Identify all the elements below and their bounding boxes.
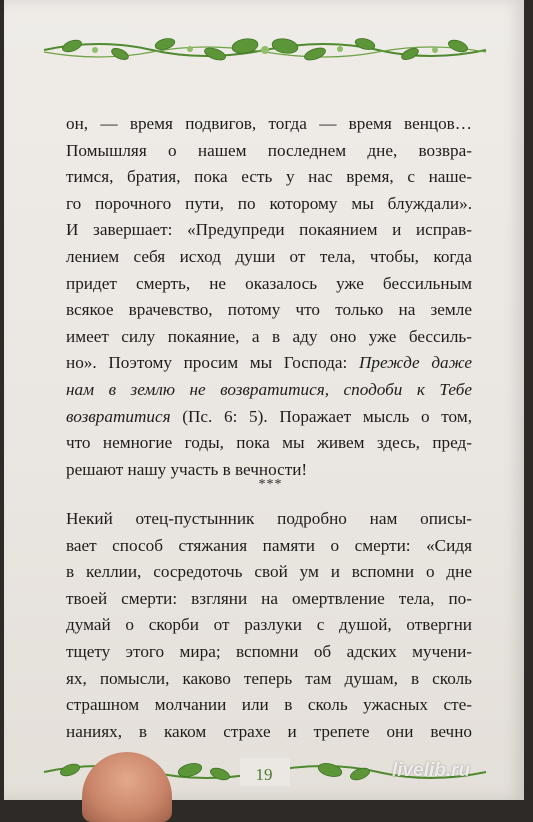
- text-segment: но». Поэтому просим мы Господа:: [66, 353, 359, 373]
- text-segment: (Пс. 6: 5). Поражает мысль о том,: [170, 406, 472, 426]
- italic-quote: возвратитися: [66, 406, 171, 426]
- text-line-mixed: [66, 350, 472, 377]
- text-line: Помышляя о нашем последнем дне, возвра-: [66, 140, 472, 160]
- text-line: И завершает: «Предупреди покаянием и исправ-: [66, 220, 472, 240]
- watermark-logo: livelib.ru: [392, 760, 471, 781]
- text-line: имеет силу покаяние, а в аду оно уже бессиль-: [66, 326, 472, 346]
- book-page: [4, 0, 524, 800]
- text-line: твоей смерти: взгляни на омертвление тела, по-: [66, 588, 472, 608]
- page-number: 19: [255, 765, 273, 784]
- text-line-mixed: [66, 404, 472, 431]
- text-line: наниях, в каком страхе и трепете они вечно: [66, 721, 472, 741]
- text-line: тщету этого мира; вспомни об адских мучени-: [66, 641, 472, 661]
- text-line: Некий отец-пустынник подробно нам описы-: [66, 509, 472, 528]
- text-line: страшном молчании или в сколь ужасных сте-: [66, 695, 472, 715]
- paragraph-2: [66, 506, 472, 745]
- text-line-italic: [66, 377, 472, 404]
- text-line: придет смерть, не оказалось уже бессильным: [66, 273, 472, 293]
- text-line: что немногие годы, пока мы живем здесь, пред-: [66, 433, 472, 453]
- text-line: решают нашу участь в вечности!: [66, 459, 308, 479]
- section-separator: ***: [258, 477, 283, 492]
- text-line: вает способ стяжания памяти о смерти: «Сидя: [66, 535, 472, 555]
- italic-quote: Прежде даже: [358, 353, 472, 373]
- italic-quote: нам в землю не возвратитися, сподоби к Тебе: [66, 379, 472, 399]
- text-line: тимся, братия, пока есть у нас время, с наше-: [66, 167, 472, 187]
- text-line: го порочного пути, по которому мы блуждали».: [66, 193, 472, 213]
- text-line: лением себя исход души от тела, чтобы, когда: [66, 246, 472, 266]
- text-line: в келлии, сосредоточь свой ум и вспомни о дне: [66, 562, 472, 582]
- text-line: всякое врачевство, потому что только на земле: [66, 300, 472, 320]
- text-line: ях, помысли, каково теперь там душам, в сколь: [66, 668, 472, 688]
- text-line: он, — время подвигов, тогда — время венцов…: [66, 114, 472, 133]
- text-line: думай о скорби от разлуки с душой, отвергни: [66, 615, 472, 635]
- top-floral-ornament: [40, 30, 490, 68]
- paragraph-1: [66, 111, 472, 483]
